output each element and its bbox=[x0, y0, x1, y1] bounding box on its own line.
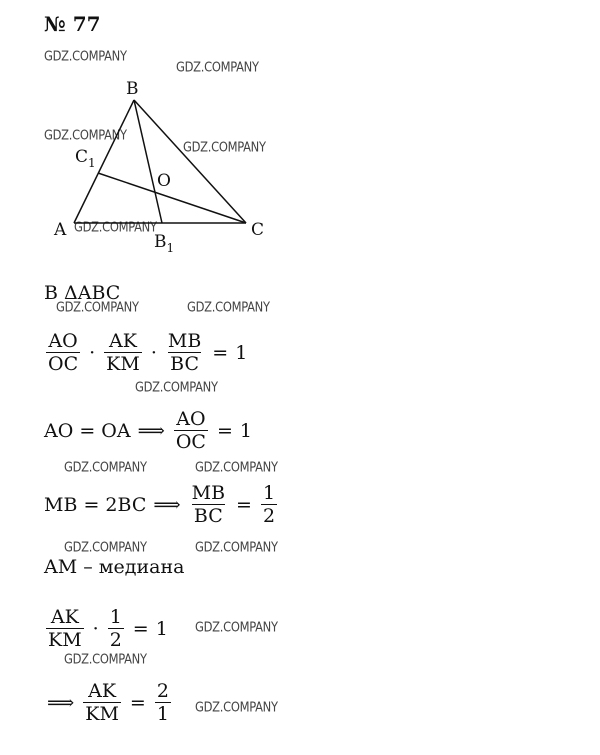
fraction: $\frac{MB}{BC}$ bbox=[191, 482, 226, 527]
watermark: GDZ.COMPANY bbox=[44, 126, 127, 144]
equation-5: ⟹ $\frac{AK}{KM}$ = $\frac{2}{1}$ bbox=[47, 680, 169, 725]
watermark: GDZ.COMPANY bbox=[135, 378, 218, 396]
watermark: GDZ.COMPANY bbox=[187, 298, 270, 316]
vertex-label-a: A bbox=[54, 220, 67, 240]
fraction: $\frac{AK}{KM}$ bbox=[106, 330, 140, 375]
intro-text: В ΔABC bbox=[44, 282, 121, 304]
watermark: GDZ.COMPANY bbox=[195, 698, 278, 716]
problem-number: № 77 bbox=[44, 12, 101, 36]
equation-2: AO = OA ⟹ $\frac{AO}{OC}$ = 1 bbox=[44, 408, 252, 453]
watermark: GDZ.COMPANY bbox=[195, 458, 278, 476]
fraction: $\frac{MB}{BC}$ bbox=[167, 330, 202, 375]
vertex-label-c: C bbox=[251, 220, 265, 240]
watermark: GDZ.COMPANY bbox=[64, 458, 147, 476]
fraction: $\frac{AO}{OC}$ bbox=[48, 330, 79, 375]
vertex-label-b: B bbox=[126, 79, 139, 99]
watermark: GDZ.COMPANY bbox=[195, 618, 278, 636]
watermark: GDZ.COMPANY bbox=[64, 538, 147, 556]
point-label-c1: $C_1$ bbox=[75, 147, 96, 170]
fraction: $\frac{AK}{KM}$ bbox=[85, 680, 119, 725]
fraction: $\frac{AO}{OC}$ bbox=[175, 408, 206, 453]
triangle-figure bbox=[0, 0, 600, 280]
watermark: GDZ.COMPANY bbox=[44, 47, 127, 65]
equation-1: $\frac{AO}{OC}$ · $\frac{AK}{KM}$ · $\frac{MB}{BC}$ = 1 bbox=[48, 330, 248, 375]
watermark: GDZ.COMPANY bbox=[183, 138, 266, 156]
watermark: GDZ.COMPANY bbox=[74, 218, 157, 236]
fraction: $\frac{AK}{KM}$ bbox=[48, 606, 82, 651]
fraction: $\frac{2}{1}$ bbox=[156, 680, 169, 725]
segment-bb1 bbox=[134, 100, 162, 223]
watermark: GDZ.COMPANY bbox=[195, 538, 278, 556]
median-text: AM – медиана bbox=[44, 556, 185, 578]
fraction: $\frac{1}{2}$ bbox=[262, 482, 276, 527]
equation-3: MB = 2BC ⟹ $\frac{MB}{BC}$ = $\frac{1}{2}$ bbox=[44, 482, 276, 527]
watermark: GDZ.COMPANY bbox=[64, 650, 147, 668]
point-label-b1: $B_1$ bbox=[154, 232, 175, 255]
equation-4: $\frac{AK}{KM}$ · $\frac{1}{2}$ = 1 bbox=[48, 606, 168, 651]
watermark: GDZ.COMPANY bbox=[176, 58, 259, 76]
point-label-o: O bbox=[157, 171, 171, 191]
fraction: $\frac{1}{2}$ bbox=[109, 606, 122, 651]
watermark: GDZ.COMPANY bbox=[56, 298, 139, 316]
